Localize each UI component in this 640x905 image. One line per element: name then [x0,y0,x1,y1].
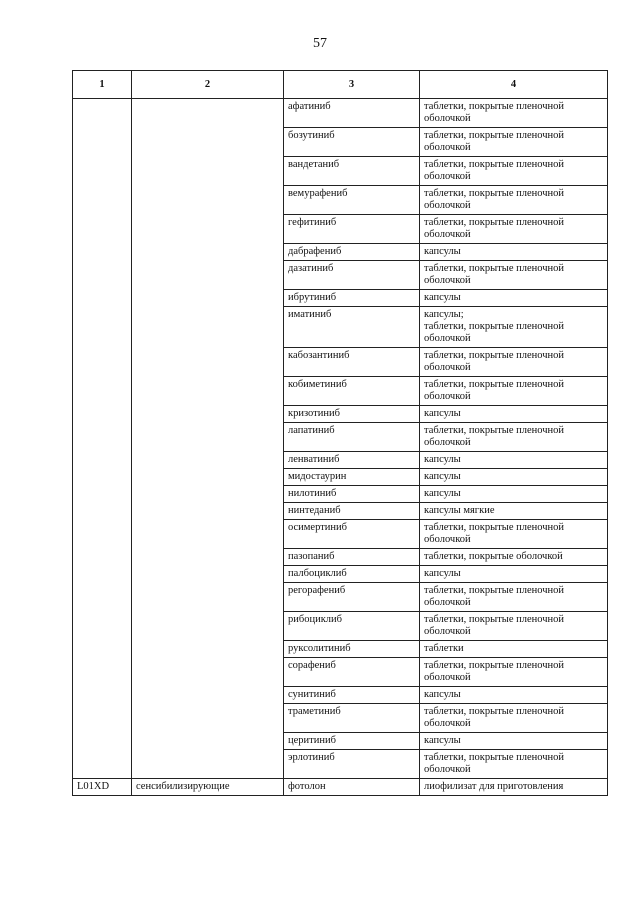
table-row [73,779,608,796]
dosage-form-cell: таблетки, покрытые пленочной оболочкой [420,704,608,733]
drug-name-cell: траметиниб [284,704,420,733]
dosage-form-cell: капсулы [420,469,608,486]
dosage-form-cell: таблетки, покрытые пленочной оболочкой [420,215,608,244]
drug-name-cell: пазопаниб [284,549,420,566]
dosage-form-cell: капсулы; таблетки, покрытые пленочной оболочкой [420,307,608,348]
drug-name-cell: афатиниб [284,99,420,128]
drug-name-cell: иматиниб [284,307,420,348]
dosage-form-cell: таблетки, покрытые пленочной оболочкой [420,583,608,612]
dosage-form-cell: капсулы [420,733,608,750]
dosage-form-cell: таблетки, покрытые оболочкой [420,549,608,566]
dosage-form-cell: таблетки, покрытые пленочной оболочкой [420,157,608,186]
dosage-form-cell: лиофилизат для приготовления [420,779,608,796]
dosage-form-cell: таблетки, покрытые пленочной оболочкой [420,99,608,128]
drug-name-cell: кобиметиниб [284,377,420,406]
page-number: 57 [313,36,327,51]
drug-name-cell: ибрутиниб [284,290,420,307]
group-name-cell: сенсибилизирующие [132,779,284,796]
group-name-cell [132,99,284,779]
dosage-form-cell: таблетки, покрытые пленочной оболочкой [420,261,608,290]
dosage-form-cell: капсулы [420,486,608,503]
table-body [73,99,608,796]
dosage-form-cell: таблетки, покрытые пленочной оболочкой [420,658,608,687]
drug-name-cell: фотолон [284,779,420,796]
dosage-form-cell: таблетки, покрытые пленочной оболочкой [420,377,608,406]
dosage-form-cell: таблетки, покрытые пленочной оболочкой [420,612,608,641]
dosage-form-cell: капсулы [420,406,608,423]
drug-name-cell: вемурафениб [284,186,420,215]
drug-name-cell: бозутиниб [284,128,420,157]
col-header-2: 2 [132,71,284,99]
drug-name-cell: гефитиниб [284,215,420,244]
dosage-form-cell: капсулы [420,290,608,307]
drug-name-cell: осимертиниб [284,520,420,549]
col-header-1: 1 [73,71,132,99]
drug-name-cell: ленватиниб [284,452,420,469]
dosage-form-cell: таблетки [420,641,608,658]
atc-code-cell: L01XD [73,779,132,796]
dosage-form-cell: капсулы [420,566,608,583]
dosage-form-cell: капсулы мягкие [420,503,608,520]
drug-name-cell: мидостаурин [284,469,420,486]
drug-name-cell: нилотиниб [284,486,420,503]
dosage-form-cell: таблетки, покрытые пленочной оболочкой [420,520,608,549]
drug-table [72,70,608,796]
dosage-form-cell: таблетки, покрытые пленочной оболочкой [420,348,608,377]
dosage-form-cell: капсулы [420,687,608,704]
dosage-form-cell: капсулы [420,452,608,469]
header-row [73,71,608,99]
dosage-form-cell: таблетки, покрытые пленочной оболочкой [420,750,608,779]
atc-code-cell [73,99,132,779]
drug-name-cell: палбоциклиб [284,566,420,583]
table-row [73,99,608,128]
drug-name-cell: эрлотиниб [284,750,420,779]
drug-name-cell: регорафениб [284,583,420,612]
drug-name-cell: нинтеданиб [284,503,420,520]
drug-name-cell: сунитиниб [284,687,420,704]
drug-name-cell: церитиниб [284,733,420,750]
dosage-form-cell: таблетки, покрытые пленочной оболочкой [420,128,608,157]
dosage-form-cell: таблетки, покрытые пленочной оболочкой [420,186,608,215]
drug-name-cell: рибоциклиб [284,612,420,641]
dosage-form-cell: капсулы [420,244,608,261]
drug-name-cell: сорафениб [284,658,420,687]
dosage-form-cell: таблетки, покрытые пленочной оболочкой [420,423,608,452]
drug-name-cell: дабрафениб [284,244,420,261]
drug-name-cell: дазатиниб [284,261,420,290]
drug-name-cell: кабозантиниб [284,348,420,377]
col-header-3: 3 [284,71,420,99]
drug-name-cell: вандетаниб [284,157,420,186]
col-header-4: 4 [420,71,608,99]
drug-name-cell: кризотиниб [284,406,420,423]
drug-name-cell: руксолитиниб [284,641,420,658]
drug-name-cell: лапатиниб [284,423,420,452]
